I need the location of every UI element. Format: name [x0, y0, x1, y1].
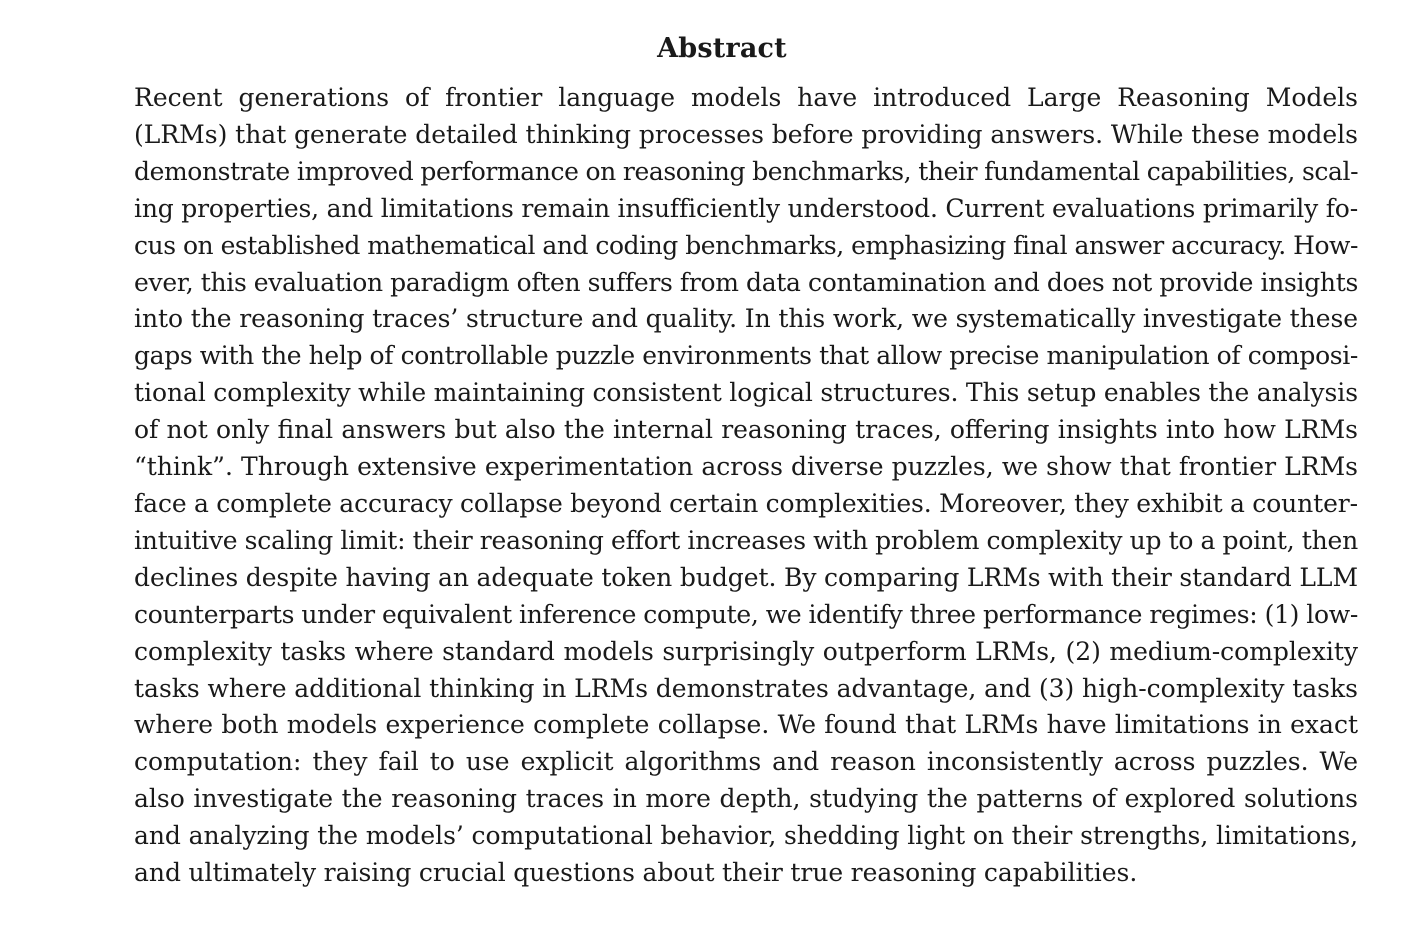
abstract-line: and analyzing the models’ computational behavior, shedding light on their strengths, limitations,: [134, 821, 1358, 851]
abstract-line: computation: they fail to use explicit algorithms and reason inconsistently across puzzles. We: [134, 747, 1358, 777]
abstract-line: cus on established mathematical and coding benchmarks, emphasizing final answer accuracy. How-: [134, 230, 1358, 260]
abstract-line: into the reasoning traces’ structure and quality. In this work, we systematically investigate these: [134, 304, 1358, 334]
abstract-line: ing properties, and limitations remain insufficiently understood. Current evaluations primarily fo-: [134, 193, 1358, 223]
abstract-line: “think”. Through extensive experimentation across diverse puzzles, we show that frontier LRMs: [134, 452, 1358, 482]
abstract-line: gaps with the help of controllable puzzle environments that allow precise manipulation of composi-: [134, 341, 1358, 371]
abstract-line: and ultimately raising crucial questions about their true reasoning capabilities.: [134, 858, 1138, 888]
abstract-line: intuitive scaling limit: their reasoning effort increases with problem complexity up to a point, then: [134, 525, 1358, 555]
abstract-line: Recent generations of frontier language models have introduced Large Reasoning Models: [134, 83, 1358, 112]
abstract-line: counterparts under equivalent inference compute, we identify three performance regimes: (1) low-: [134, 599, 1358, 629]
abstract-line: tional complexity while maintaining consistent logical structures. This setup enables the analysis: [134, 378, 1358, 408]
abstract-line: face a complete accuracy collapse beyond certain complexities. Moreover, they exhibit a counter-: [134, 488, 1358, 518]
abstract-line: demonstrate improved performance on reasoning benchmarks, their fundamental capabilities, scal-: [134, 156, 1359, 186]
abstract-line: tasks where additional thinking in LRMs demonstrates advantage, and (3) high-complexity tasks: [134, 673, 1358, 703]
abstract-heading: Abstract: [657, 33, 787, 64]
abstract-line: declines despite having an adequate token budget. By comparing LRMs with their standard LLM: [134, 562, 1358, 592]
abstract-line: ever, this evaluation paradigm often suffers from data contamination and does not provide insights: [134, 267, 1358, 297]
abstract-line: complexity tasks where standard models surprisingly outperform LRMs, (2) medium-complexity: [134, 636, 1358, 666]
abstract-line: also investigate the reasoning traces in more depth, studying the patterns of explored solutions: [134, 784, 1358, 814]
abstract-line: where both models experience complete collapse. We found that LRMs have limitations in exact: [134, 710, 1358, 740]
abstract-section: [86, 30, 1358, 892]
abstract-line: (LRMs) that generate detailed thinking processes before providing answers. While these models: [134, 119, 1358, 149]
abstract-line: of not only final answers but also the internal reasoning traces, offering insights into how LRMs: [134, 415, 1358, 445]
abstract-paragraph: [86, 80, 1358, 892]
